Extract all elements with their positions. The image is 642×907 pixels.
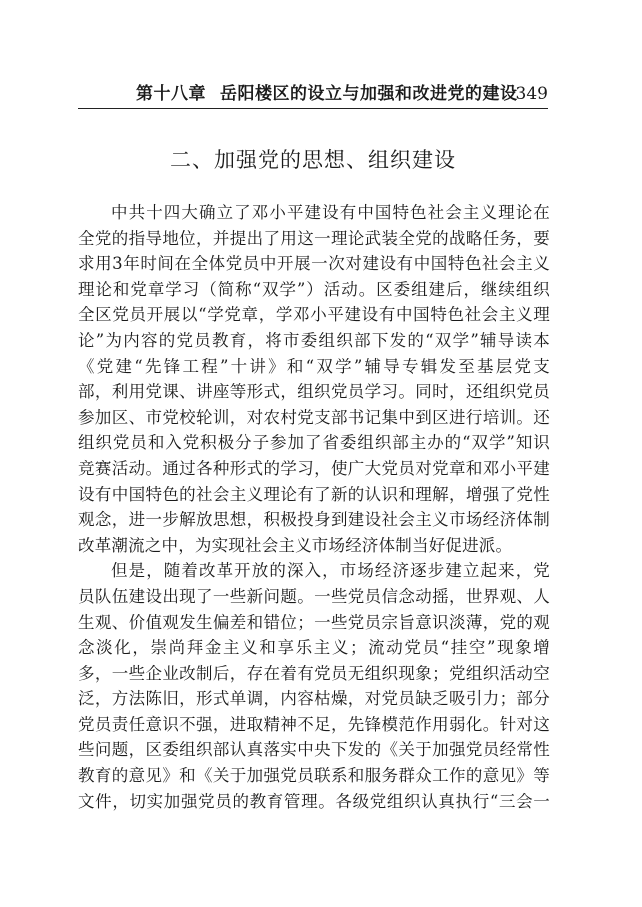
- text-line: 但是，随着改革开放的深入，市场经济逐步建立起来，党: [111, 561, 550, 581]
- text-line: 中共十四大确立了邓小平建设有中国特色社会主义理论在: [111, 203, 550, 222]
- text-line: 全党的指导地位，并提出了用这一理论武装全党的战略任务，要: [78, 228, 550, 248]
- running-header: [78, 84, 548, 109]
- text-line: 部，利用党课、讲座等形式，组织党员学习。同时，还组织党员: [78, 382, 550, 402]
- page-number: 349: [515, 84, 548, 104]
- text-line: 文件，切实加强党员的教育管理。各级党组织认真执行“三会一: [78, 791, 550, 811]
- text-line: 组织党员和入党积极分子参加了省委组织部主办的“双学”知识: [78, 433, 550, 453]
- text-line: 求用3年时间在全体党员中开展一次对建设有中国特色社会主义: [78, 254, 550, 274]
- text-line: 党员责任意识不强，进取精神不足，先锋模范作用弱化。针对这: [78, 714, 550, 734]
- text-line: 全区党员开展以“学党章，学邓小平建设有中国特色社会主义理: [78, 305, 550, 325]
- text-line: 教育的意见》和《关于加强党员联系和服务群众工作的意见》等: [78, 766, 550, 786]
- chapter-heading: [136, 84, 518, 104]
- text-line: 论”为内容的党员教育，将市委组织部下发的“双学”辅导读本: [78, 330, 550, 350]
- text-line: 些问题，区委组织部认真落实中央下发的《关于加强党员经常性: [78, 740, 550, 760]
- text-line: 设有中国特色的社会主义理论有了新的认识和理解，增强了党性: [78, 484, 550, 504]
- paragraph-1: [78, 200, 550, 558]
- text-line: 生观、价值观发生偏差和错位；一些党员宗旨意识淡薄，党的观: [78, 612, 550, 632]
- text-line: 参加区、市党校轮训，对农村党支部书记集中到区进行培训。还: [78, 407, 550, 427]
- paragraph-2: [78, 558, 550, 814]
- chapter-title: 岳阳楼区的设立与加强和改进党的建设: [220, 84, 518, 104]
- section-title: 二、加强党的思想、组织建设: [170, 148, 456, 172]
- text-line: 《党建“先锋工程”十讲》和“双学”辅导专辑发至基层党支: [78, 356, 550, 376]
- text-line: 员队伍建设出现了一些新问题。一些党员信念动摇，世界观、人: [78, 586, 550, 606]
- chapter-number: 第十八章: [136, 84, 206, 104]
- body-text: [78, 200, 550, 814]
- text-line: 观念，进一步解放思想，积极投身到建设社会主义市场经济体制: [78, 510, 550, 530]
- text-line: 竞赛活动。通过各种形式的学习，使广大党员对党章和邓小平建: [78, 458, 550, 478]
- text-line: 泛，方法陈旧，形式单调，内容枯燥，对党员缺乏吸引力；部分: [78, 689, 550, 709]
- text-line: 理论和党章学习（简称“双学”）活动。区委组建后，继续组织: [78, 279, 550, 299]
- text-line: 改革潮流之中，为实现社会主义市场经济体制当好促进派。: [78, 535, 513, 555]
- text-line: 多，一些企业改制后，存在着有党员无组织现象；党组织活动空: [78, 663, 550, 683]
- text-line: 念淡化，崇尚拜金主义和享乐主义；流动党员“挂空”现象增: [78, 638, 550, 658]
